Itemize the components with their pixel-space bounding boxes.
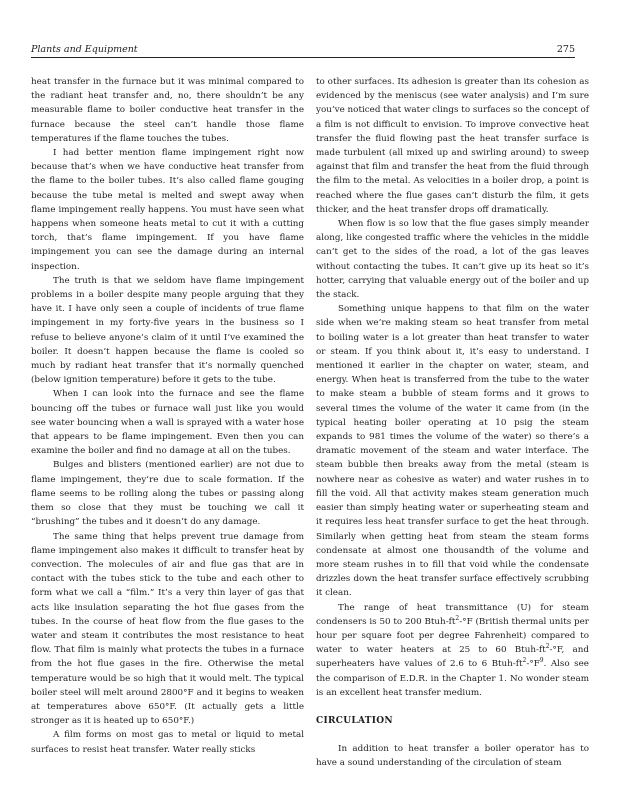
paragraph: The truth is that we seldom have flame impingement problems in a boiler despite many people arguing that they have it. I have only seen a couple of incidents of true flame impingement in my forty-five years in the business so I refuse to believe anyone’s claim of it until I’ve examined the boiler. It doesn’t happen because the flame is cooled so much by radiant heat transfer that it’s normally quenched (below ignition temperature) before it gets to the tube. (31, 275, 304, 386)
paragraph: In addition to heat transfer a boiler operator has to have a sound understanding of the circulation of steam (316, 744, 589, 769)
page-header (31, 43, 575, 58)
paragraph: Something unique happens to that film on the water side when we’re making steam so heat transfer from metal to boiling water is a lot greater than heat transfer to water or steam. If you think about it, it’s easy to understand. I mentioned it earlier in the chapter on water, steam, and energy. When heat is transferred from the tube to the water to make steam a bubble of steam forms and it grows to several times the volume of the water it came from (in the typical heating boiler operating at 10 psig the steam expands to 981 times the volume of the water) so there’s a dramatic movement of the steam and water interface. The steam bubble then breaks away from the metal (steam is nowhere near as cohesive as water) and water rushes in to fill the void. All that activity makes steam generation much easier than simply heating water or superheating steam and it requires less heat transfer surface to get the heat through. Similarly when getting heat from steam the steam forms condensate at almost one thousandth of the volume and more steam rushes in to fill that void while the condensate drizzles down the heat transfer surface effectively scrubbing it clean. (316, 304, 589, 599)
text-run: -°F (526, 659, 540, 670)
paragraph: When flow is so low that the flue gases simply meander along, like congested traffic where the vehicles in the middle can’t get to the sides of the road, a lot of the gas leaves without contacting the tubes. It can’t give up its heat so it’s hotter, carrying that valuable energy out of the boiler and up the stack. (316, 219, 589, 301)
paragraph: I had better mention flame impingement right now because that’s when we have conductive heat transfer from the flame to the boiler tubes. It’s also called flame gouging because the tube metal is melted and swept away when flame impingement really happens. You must have seen what happens when someone heats metal to cut it with a cutting torch, that’s flame impingement. If you have flame impingement you can see the damage during an internal inspection. (31, 148, 304, 272)
running-title: Plants and Equipment (31, 44, 138, 55)
text-run: The range of heat transmittance (U) for steam condensers is 50 to 200 Btuh-ft (316, 602, 589, 627)
paragraph: Bulges and blisters (mentioned earlier) are not due to flame impingement, they’re due to scale formation. If the flame seems to be rolling along the tubes or passing along them so close that they must be touching we call it “brushing” the tubes and it doesn’t do any damage. (31, 460, 304, 528)
paragraph: The same thing that helps prevent true damage from flame impingement also makes it difficult to transfer heat by convection. The molecules of air and flue gas that are in contact with the tubes stick to the tube and each other to form what we call a “film.” It’s a very thin layer of gas that acts like insulation separating the hot flue gases from the tubes. In the course of heat flow from the flue gases to the water and steam it contributes the most resistance to heat flow. That film is mainly what protects the tubes in a furnace from the hot flue gases in the fire. Otherwise the metal temperature would be so high that it would melt. The typical boiler steel will melt around 2800°F and it begins to weaken at temperatures above 650°F. (It actually gets a little stronger as it is heated up to 650°F.) (31, 531, 304, 727)
superscript: 2 (545, 643, 550, 651)
left-column (31, 75, 304, 757)
section-spacer (316, 700, 589, 714)
superscript: 9 (539, 657, 544, 665)
section-spacer (316, 728, 589, 742)
paragraph: When I can look into the furnace and see the flame bouncing off the tubes or furnace wall just like you would see water bouncing when a wall is sprayed with a water hose that appears to be flame impingement. Even then you can examine the boiler and find no damage at all on the tubes. (31, 389, 304, 457)
paragraph: to other surfaces. Its adhesion is greater than its cohesion as evidenced by the meniscus (see water analysis) and I’m sure you’ve noticed that water clings to surfaces so the concept of a film is not difficult to envision. To improve convective heat transfer the fluid flowing past the heat transfer surface is made turbulent (all mixed up and swirling around) to sweep against that film and transfer the heat from the fluid through the film to the metal. As velocities in a boiler drop, a point is reached where the flue gases can’t disturb the film, it gets thicker, and the heat transfer drops off dramatically. (316, 77, 589, 215)
page-number: 275 (556, 44, 575, 55)
text-run: . Also see the comparison of E.D.R. in the Chapter 1. No wonder steam is an excellent heat transfer medium. (316, 659, 589, 698)
section-heading: CIRCULATION (316, 715, 393, 726)
text-run: -°F (British thermal units per hour per square foot per degree Fahrenheit) compared to water to water heaters at 25 to 60 Btuh-ft (316, 616, 589, 656)
right-column (316, 75, 589, 771)
paragraph-heat-transmittance (316, 601, 589, 700)
superscript: 2 (522, 657, 527, 665)
superscript: 2 (455, 614, 460, 622)
paragraph: A film forms on most gas to metal or liquid to metal surfaces to resist heat transfer. Water really sticks (31, 730, 304, 755)
text-run: -°F, and superheaters have values of 2.6 to 6 Btuh-ft (316, 645, 589, 670)
paragraph: heat transfer in the furnace but it was minimal compared to the radiant heat transfer and, no, there shouldn’t be any measurable flame to boiler conductive heat transfer in the furnace because the steel can’t handle those flame temperatures if the flame touches the tubes. (31, 77, 304, 144)
